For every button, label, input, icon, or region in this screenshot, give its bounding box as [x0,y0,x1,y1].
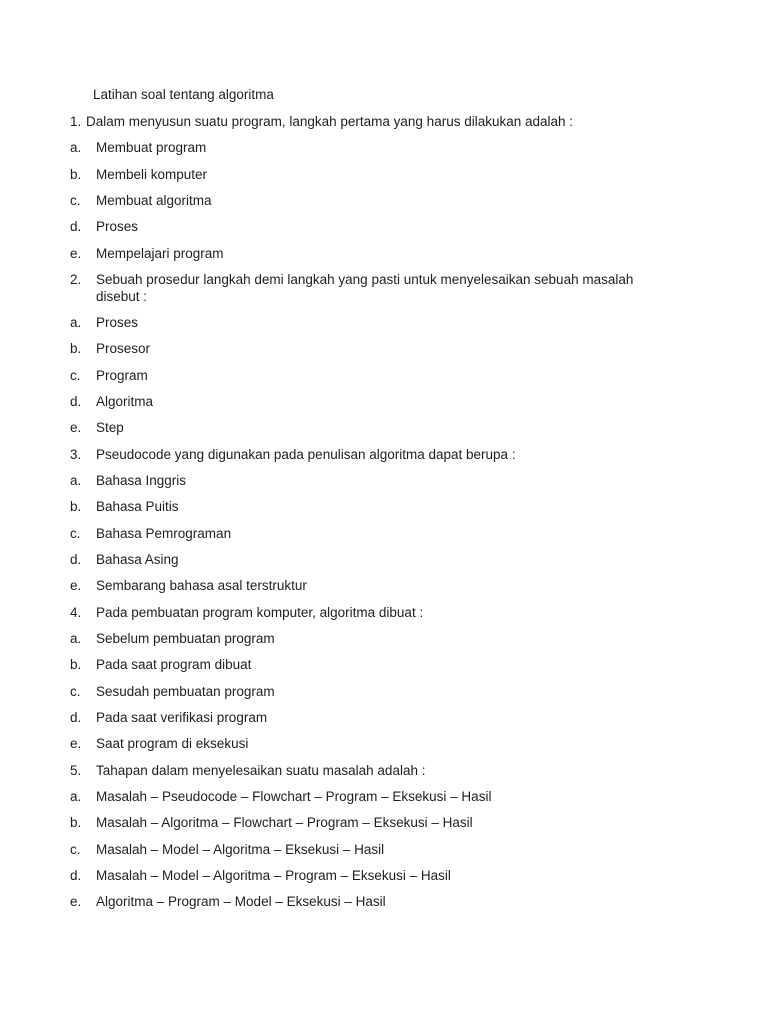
option-letter: a. [70,315,82,330]
option-letter: e. [70,578,82,593]
option-text: Proses [96,219,139,234]
option-letter: e. [70,246,82,261]
question-1-option-e [70,245,224,262]
question-2-option-e [70,419,124,436]
option-letter: c. [70,684,81,699]
question-text: Sebuah prosedur langkah demi langkah yang pasti untuk menyelesaikan sebuah masalah disebut : [96,272,634,304]
question-1-option-d [70,218,138,235]
question-2-option-b [70,340,150,357]
option-letter: c. [70,193,81,208]
question-number: 2. [70,272,82,287]
option-letter: d. [70,868,82,883]
option-text: Algoritma – Program – Model – Eksekusi – Hasil [96,894,386,909]
option-letter: c. [70,526,81,541]
option-text: Masalah – Model – Algoritma – Eksekusi – Hasil [96,842,385,857]
question-4-option-e [70,735,248,752]
question-text: Pseudocode yang digunakan pada penulisan algoritma dapat berupa : [96,447,516,462]
option-text: Bahasa Pemrograman [96,526,232,541]
option-text: Sesudah pembuatan program [96,684,275,699]
question-number: 3. [70,447,82,462]
option-letter: b. [70,815,82,830]
question-4-option-d [70,709,267,726]
question-5-option-d [70,867,451,884]
option-letter: b. [70,657,82,672]
option-text: Pada saat program dibuat [96,657,252,672]
option-letter: b. [70,341,82,356]
option-letter: d. [70,552,82,567]
question-4-option-a [70,630,275,647]
question-number: 4. [70,605,82,620]
option-letter: d. [70,710,82,725]
question-5-option-c [70,841,384,858]
option-text: Saat program di eksekusi [96,736,249,751]
question-2-option-a [70,314,138,331]
option-text: Sembarang bahasa asal terstruktur [96,578,307,593]
option-text: Masalah – Algoritma – Flowchart – Program – Eksekusi – Hasil [96,815,473,830]
document-title: Latihan soal tentang algoritma [93,87,274,102]
option-text: Sebelum pembuatan program [96,631,275,646]
option-text: Pada saat verifikasi program [96,710,268,725]
option-text: Bahasa Asing [96,552,179,567]
question-5 [70,762,425,779]
option-letter: a. [70,631,82,646]
question-1 [70,113,573,130]
option-text: Masalah – Model – Algoritma – Program – Eksekusi – Hasil [96,868,451,883]
question-3-option-b [70,498,179,515]
option-letter: e. [70,420,82,435]
question-text: Dalam menyusun suatu program, langkah pertama yang harus dilakukan adalah : [86,114,574,129]
question-3-option-d [70,551,179,568]
question-4-option-c [70,683,275,700]
question-2-option-c [70,367,148,384]
option-letter: b. [70,167,82,182]
question-3 [70,446,516,463]
question-number: 1. [70,114,82,129]
option-text: Program [96,368,148,383]
question-text: Tahapan dalam menyelesaikan suatu masalah adalah : [96,763,426,778]
option-text: Membuat program [96,140,207,155]
question-4-option-b [70,656,251,673]
option-letter: a. [70,473,82,488]
option-text: Bahasa Inggris [96,473,187,488]
option-letter: d. [70,394,82,409]
option-letter: e. [70,894,82,909]
question-2 [70,271,676,305]
option-letter: c. [70,368,81,383]
option-text: Membeli komputer [96,167,208,182]
option-text: Algoritma [96,394,154,409]
question-1-option-b [70,166,207,183]
option-letter: e. [70,736,82,751]
option-letter: d. [70,219,82,234]
option-text: Membuat algoritma [96,193,212,208]
question-text: Pada pembuatan program komputer, algoritma dibuat : [96,605,424,620]
option-text: Proses [96,315,139,330]
question-4 [70,604,423,621]
question-1-option-a [70,139,206,156]
option-text: Mempelajari program [96,246,224,261]
option-text: Prosesor [96,341,151,356]
question-3-option-c [70,525,231,542]
question-5-option-b [70,814,473,831]
question-5-option-e [70,893,386,910]
question-2-option-d [70,393,153,410]
option-text: Bahasa Puitis [96,499,179,514]
option-text: Masalah – Pseudocode – Flowchart – Program – Eksekusi – Hasil [96,789,492,804]
question-number: 5. [70,763,82,778]
option-letter: a. [70,140,82,155]
question-3-option-e [70,577,307,594]
question-5-option-a [70,788,491,805]
option-letter: c. [70,842,81,857]
question-1-option-c [70,192,212,209]
option-letter: a. [70,789,82,804]
option-letter: b. [70,499,82,514]
option-text: Step [96,420,124,435]
question-3-option-a [70,472,186,489]
